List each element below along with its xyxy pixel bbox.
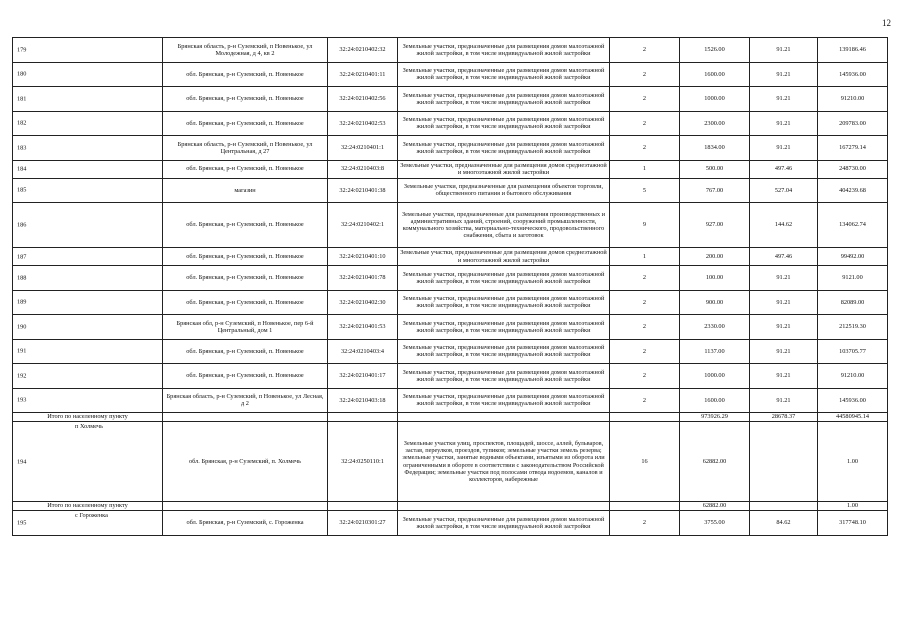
cadastral-value-cell: 248730.00	[818, 160, 888, 178]
purpose-cell	[398, 413, 610, 422]
specific-value-cell: 91.21	[750, 266, 818, 291]
table-row	[13, 364, 888, 389]
purpose-cell: Земельные участки, предназначенные для размещения домов малоэтажной жилой застройки, в том числе индивидуальной жилой застройки	[398, 388, 610, 413]
cadastral-value-cell: 1.00	[818, 422, 888, 502]
address-cell	[163, 413, 328, 422]
row-number-cell	[13, 422, 163, 502]
group-cell: 2	[610, 315, 680, 340]
row-number: 185	[17, 186, 27, 194]
cadastral-cell	[328, 413, 398, 422]
group-cell: 2	[610, 388, 680, 413]
area-cell: 3755.00	[680, 511, 750, 536]
address-cell: Брянская обл, р-н Суземский, п Новенькое, пер 6-й Центральный, дом 1	[163, 315, 328, 340]
specific-value-cell	[750, 422, 818, 502]
address-cell: обл. Брянская, р-н Суземский, п. Новенькое	[163, 111, 328, 136]
cadastral-number-cell: 32:24:0210403:4	[328, 339, 398, 364]
purpose-cell: Земельные участки, предназначенные для размещения домов малоэтажной жилой застройки, в том числе индивидуальной жилой застройки	[398, 315, 610, 340]
table-row	[13, 290, 888, 315]
table-row	[13, 178, 888, 203]
specific-value-cell: 84.62	[750, 511, 818, 536]
specific-value-cell: 91.21	[750, 339, 818, 364]
row-number: 179	[17, 46, 27, 54]
row-number: 190	[17, 323, 27, 331]
purpose-cell: Земельные участки, предназначенные для размещения домов малоэтажной жилой застройки, в том числе индивидуальной жилой застройки	[398, 136, 610, 161]
table-row	[13, 160, 888, 178]
row-number: 180	[17, 70, 27, 78]
area-cell: 900.00	[680, 290, 750, 315]
table-row	[13, 266, 888, 291]
row-number-cell	[13, 87, 163, 112]
purpose-cell: Земельные участки, предназначенные для размещения домов малоэтажной жилой застройки, в том числе индивидуальной жилой застройки	[398, 364, 610, 389]
table-row	[13, 203, 888, 248]
purpose-cell	[398, 502, 610, 511]
area-cell: 62882.00	[680, 502, 750, 511]
cadastral-number-cell: 32:24:0210301:27	[328, 511, 398, 536]
row-number-cell	[13, 111, 163, 136]
address-cell: обл. Брянская, р-н Суземский, п. Новенькое	[163, 248, 328, 266]
area-cell: 1000.00	[680, 364, 750, 389]
address-cell: Брянская область, р-н Суземский, п Новенькое, ул Центральная, д 27	[163, 136, 328, 161]
purpose-cell: Земельные участки, предназначенные для размещения домов малоэтажной жилой застройки, в том числе индивидуальной жилой застройки	[398, 111, 610, 136]
area-cell: 1600.00	[680, 62, 750, 87]
group-cell	[610, 413, 680, 422]
address-cell: Брянская область, р-н Суземский, п Новенькое, ул Молодежная, д 4, кв 2	[163, 38, 328, 63]
cadastral-value-cell: 9121.00	[818, 266, 888, 291]
cadastral-number-cell: 32:24:0210402:53	[328, 111, 398, 136]
table-row	[13, 87, 888, 112]
address-cell: обл. Брянская, р-н Суземский, п. Новенькое	[163, 364, 328, 389]
cadastral-number-cell: 32:24:0210401:78	[328, 266, 398, 291]
cadastral-value-cell: 103705.77	[818, 339, 888, 364]
table-row	[13, 315, 888, 340]
purpose-cell: Земельные участки, предназначенные для размещения домов малоэтажной жилой застройки, в том числе индивидуальной жилой застройки	[398, 266, 610, 291]
purpose-cell: Земельные участки, предназначенные для размещения объектов торговли, общественного питания и бытового обслуживания	[398, 178, 610, 203]
group-cell	[610, 502, 680, 511]
row-number: 187	[17, 252, 27, 260]
group-cell: 9	[610, 203, 680, 248]
area-cell: 500.00	[680, 160, 750, 178]
row-number-cell	[13, 511, 163, 536]
row-number-cell	[13, 266, 163, 291]
area-cell: 2300.00	[680, 111, 750, 136]
cadastral-cell	[328, 502, 398, 511]
row-number: 186	[17, 221, 27, 229]
table-body	[13, 38, 888, 536]
purpose-cell: Земельные участки, предназначенные для размещения домов малоэтажной жилой застройки, в том числе индивидуальной жилой застройки	[398, 511, 610, 536]
group-cell: 2	[610, 266, 680, 291]
cadastral-value-cell: 99492.00	[818, 248, 888, 266]
area-cell: 973926.29	[680, 413, 750, 422]
cadastral-value-cell: 167279.14	[818, 136, 888, 161]
area-cell: 62882.00	[680, 422, 750, 502]
table-row	[13, 339, 888, 364]
row-number-cell	[13, 38, 163, 63]
cadastral-value-table	[12, 37, 888, 536]
row-number: 191	[17, 347, 27, 355]
specific-value-cell: 91.21	[750, 315, 818, 340]
group-cell: 16	[610, 422, 680, 502]
row-number-cell	[13, 364, 163, 389]
table-row	[13, 136, 888, 161]
total-row	[13, 413, 888, 422]
row-number: 184	[17, 165, 27, 173]
cadastral-number-cell: 32:24:0210401:38	[328, 178, 398, 203]
cadastral-number-cell: 32:24:0210402:30	[328, 290, 398, 315]
group-cell: 2	[610, 290, 680, 315]
specific-value-cell: 527.04	[750, 178, 818, 203]
area-cell: 927.00	[680, 203, 750, 248]
row-number-cell	[13, 203, 163, 248]
specific-value-cell: 91.21	[750, 136, 818, 161]
group-cell: 2	[610, 62, 680, 87]
specific-value-cell: 91.21	[750, 290, 818, 315]
cadastral-value-cell: 404239.68	[818, 178, 888, 203]
row-number-cell	[13, 136, 163, 161]
address-cell: обл. Брянская, р-н Суземский, п. Новенькое	[163, 266, 328, 291]
area-cell: 1600.00	[680, 388, 750, 413]
cadastral-number-cell: 32:24:0210402:32	[328, 38, 398, 63]
cadastral-value-cell: 1.00	[818, 502, 888, 511]
group-cell: 2	[610, 511, 680, 536]
table-row	[13, 422, 888, 502]
row-number: 195	[17, 519, 27, 527]
area-cell: 1000.00	[680, 87, 750, 112]
cadastral-value-cell: 134062.74	[818, 203, 888, 248]
row-number-cell	[13, 290, 163, 315]
group-cell: 1	[610, 248, 680, 266]
specific-value-cell: 91.21	[750, 388, 818, 413]
row-number-cell	[13, 248, 163, 266]
specific-value-cell: 91.21	[750, 38, 818, 63]
cadastral-value-cell: 145936.00	[818, 62, 888, 87]
group-cell: 2	[610, 111, 680, 136]
table-row	[13, 62, 888, 87]
area-cell: 2330.00	[680, 315, 750, 340]
purpose-cell: Земельные участки, предназначенные для размещения домов малоэтажной жилой застройки, в том числе индивидуальной жилой застройки	[398, 87, 610, 112]
row-number: 183	[17, 144, 27, 152]
cadastral-number-cell: 32:24:0210401:1	[328, 136, 398, 161]
row-number: 193	[17, 396, 27, 404]
cadastral-value-cell: 212519.30	[818, 315, 888, 340]
total-row	[13, 502, 888, 511]
address-cell: обл. Брянская, р-н Суземский, п. Новенькое	[163, 339, 328, 364]
area-cell: 1834.00	[680, 136, 750, 161]
group-cell: 5	[610, 178, 680, 203]
table-row	[13, 511, 888, 536]
address-cell: обл. Брянская, р-н Суземский, п. Новенькое	[163, 160, 328, 178]
cadastral-value-cell: 91210.00	[818, 87, 888, 112]
cadastral-number-cell: 32:24:0210401:11	[328, 62, 398, 87]
specific-value-cell: 497.46	[750, 160, 818, 178]
cadastral-number-cell: 32:24:0210403:8	[328, 160, 398, 178]
row-number: 181	[17, 95, 27, 103]
purpose-cell: Земельные участки, предназначенные для размещения домов малоэтажной жилой застройки, в том числе индивидуальной жилой застройки	[398, 38, 610, 63]
address-cell: обл. Брянская, р-н Суземский, п. Новенькое	[163, 290, 328, 315]
address-cell: Брянская область, р-н Суземский, п Новенькое, ул Лесная, д 2	[163, 388, 328, 413]
table-row	[13, 38, 888, 63]
row-number: 188	[17, 274, 27, 282]
cadastral-number-cell: 32:24:0210401:17	[328, 364, 398, 389]
row-number: 192	[17, 372, 27, 380]
row-number-cell	[13, 388, 163, 413]
cadastral-value-cell: 145936.00	[818, 388, 888, 413]
specific-value-cell: 497.46	[750, 248, 818, 266]
cadastral-number-cell: 32:24:0210402:1	[328, 203, 398, 248]
area-cell: 1137.00	[680, 339, 750, 364]
cadastral-number-cell: 32:24:0210401:53	[328, 315, 398, 340]
address-cell: обл. Брянская, р-н Суземский, п. Новенькое	[163, 203, 328, 248]
cadastral-value-cell: 139186.46	[818, 38, 888, 63]
purpose-cell: Земельные участки, предназначенные для размещения домов среднеэтажной и многоэтажной жилой застройки	[398, 160, 610, 178]
address-cell: магазин	[163, 178, 328, 203]
purpose-cell: Земельные участки, предназначенные для размещения домов малоэтажной жилой застройки, в том числе индивидуальной жилой застройки	[398, 62, 610, 87]
area-cell: 767.00	[680, 178, 750, 203]
purpose-cell: Земельные участки улиц, проспектов, площадей, шоссе, аллей, бульваров, застав, переулков, проездов, тупиков; земельные участки земель резерва; земельные участки, занятые водными объектами, изъятыми из оборота или ограниченными в обороте в соответствии с законодательством Российской Федерации; земельные участки под полосами отвода водоемов, каналов и коллекторов, набережные	[398, 422, 610, 502]
specific-value-cell: 91.21	[750, 364, 818, 389]
specific-value-cell: 91.21	[750, 87, 818, 112]
row-number-cell	[13, 62, 163, 87]
locality-name: с Гороженка	[75, 512, 108, 519]
group-cell: 1	[610, 160, 680, 178]
cadastral-value-cell: 91210.00	[818, 364, 888, 389]
page-number: 12	[882, 18, 891, 28]
row-number-cell	[13, 178, 163, 203]
cadastral-value-cell: 209783.00	[818, 111, 888, 136]
purpose-cell: Земельные участки, предназначенные для размещения производственных и административных зданий, строений, сооружений промышленности, коммунального хозяйства, материально-технического, продовольственного снабжения, сбыта и заготовок	[398, 203, 610, 248]
area-cell: 200.00	[680, 248, 750, 266]
group-cell: 2	[610, 87, 680, 112]
area-cell: 1526.00	[680, 38, 750, 63]
purpose-cell: Земельные участки, предназначенные для размещения домов малоэтажной жилой застройки, в том числе индивидуальной жилой застройки	[398, 339, 610, 364]
purpose-cell: Земельные участки, предназначенные для размещения домов среднеэтажной и многоэтажной жилой застройки	[398, 248, 610, 266]
cadastral-value-cell: 44580945.14	[818, 413, 888, 422]
row-number: 182	[17, 119, 27, 127]
table-row	[13, 111, 888, 136]
specific-value-cell: 91.21	[750, 62, 818, 87]
area-cell: 100.00	[680, 266, 750, 291]
purpose-cell: Земельные участки, предназначенные для размещения домов малоэтажной жилой застройки, в том числе индивидуальной жилой застройки	[398, 290, 610, 315]
row-number-cell	[13, 339, 163, 364]
specific-value-cell: 144.62	[750, 203, 818, 248]
address-cell: обл. Брянская, р-н Суземский, п. Новенькое	[163, 62, 328, 87]
row-number: 189	[17, 298, 27, 306]
row-number: 194	[17, 457, 27, 465]
total-label: Итого по населенному пункту	[13, 413, 163, 422]
specific-value-cell	[750, 502, 818, 511]
cadastral-number-cell: 32:24:0250110:1	[328, 422, 398, 502]
cadastral-value-cell: 82089.00	[818, 290, 888, 315]
total-label: Итого по населенному пункту	[13, 502, 163, 511]
row-number-cell	[13, 160, 163, 178]
cadastral-number-cell: 32:24:0210403:18	[328, 388, 398, 413]
table-row	[13, 388, 888, 413]
specific-value-cell: 91.21	[750, 111, 818, 136]
address-cell: обл. Брянская, р-н Суземский, п. Новенькое	[163, 87, 328, 112]
cadastral-number-cell: 32:24:0210402:56	[328, 87, 398, 112]
group-cell: 2	[610, 38, 680, 63]
group-cell: 2	[610, 339, 680, 364]
table-row	[13, 248, 888, 266]
cadastral-value-cell: 317748.10	[818, 511, 888, 536]
group-cell: 2	[610, 136, 680, 161]
locality-name: п Холмечь	[75, 423, 103, 430]
address-cell	[163, 502, 328, 511]
cadastral-number-cell: 32:24:0210401:10	[328, 248, 398, 266]
row-number-cell	[13, 315, 163, 340]
address-cell: обл. Брянская, р-н Суземский, с. Гороженка	[163, 511, 328, 536]
address-cell: обл. Брянская, р-н Суземский, п. Холмечь	[163, 422, 328, 502]
specific-value-cell: 28678.37	[750, 413, 818, 422]
group-cell: 2	[610, 364, 680, 389]
